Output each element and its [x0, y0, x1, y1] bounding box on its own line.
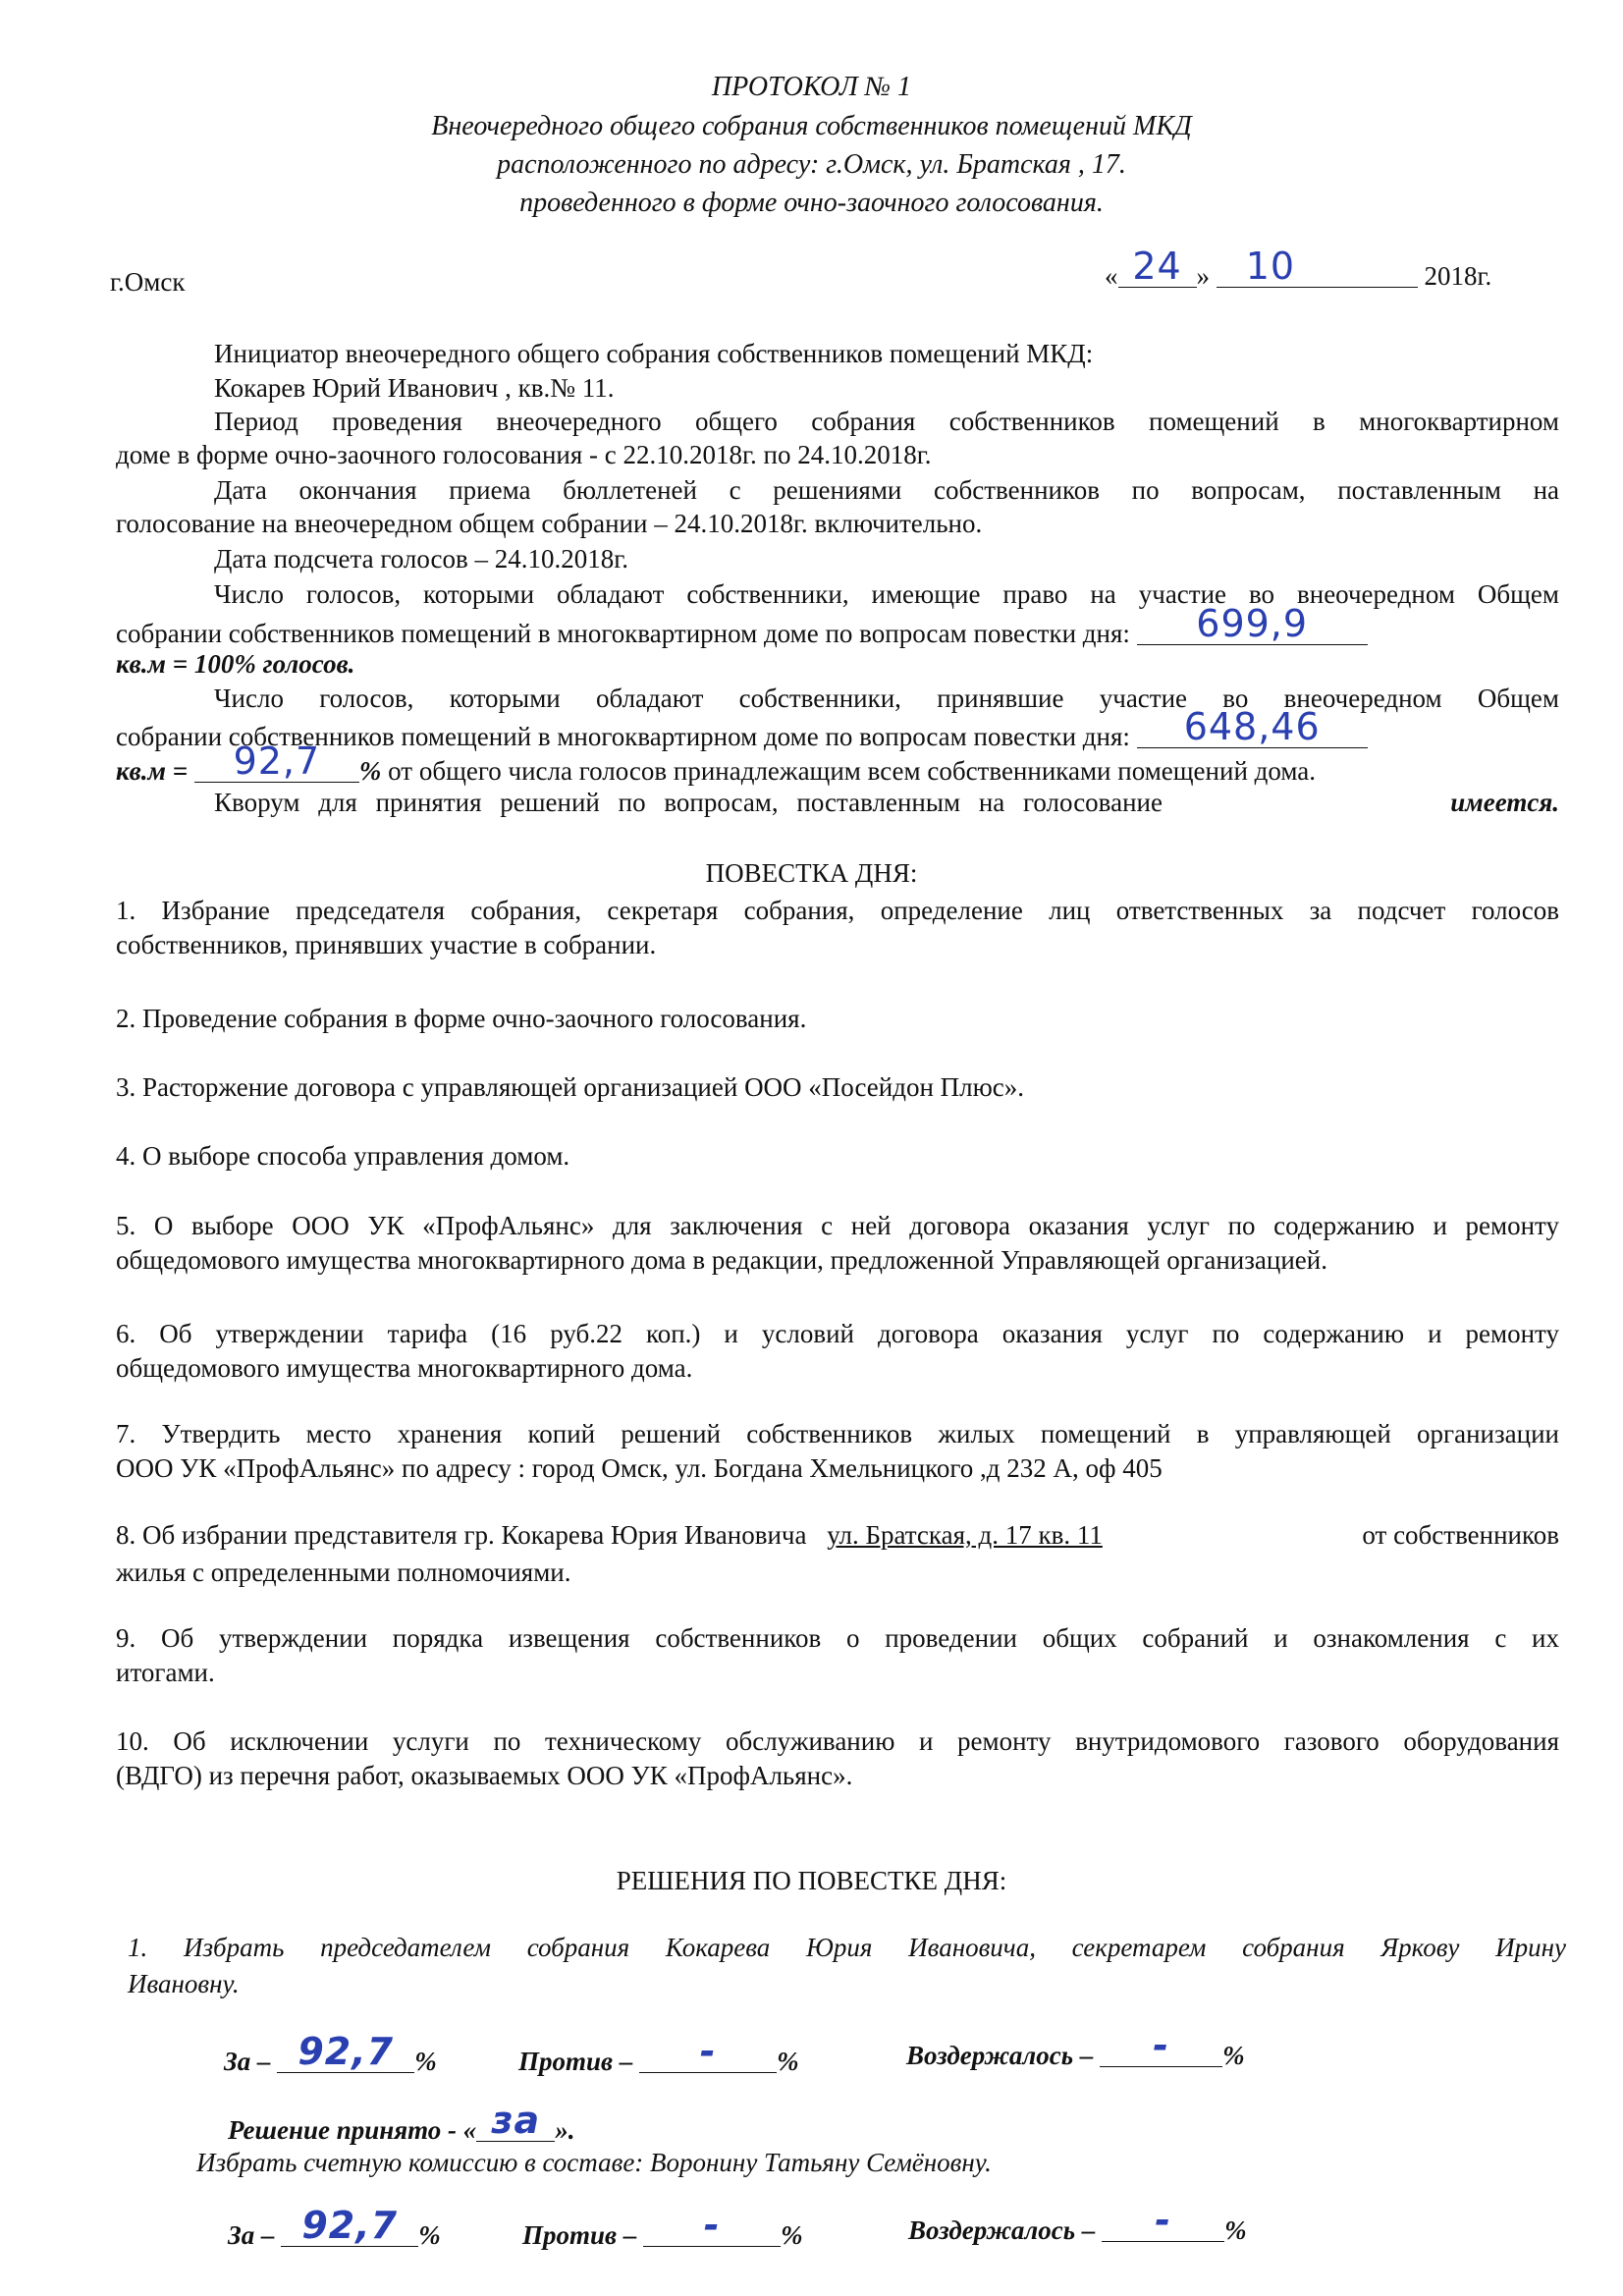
period-line-2: доме в форме очно-заочного голосования - с 22.10.2018г. по 24.10.2018г.: [116, 440, 932, 469]
place: г.Омск: [110, 267, 186, 297]
agenda-item-1-line-2: собственников, принявших участие в собрании.: [116, 930, 657, 959]
votes-right-line-3: кв.м = 100% голосов.: [116, 649, 355, 679]
decision-accepted: Решение принято - « за ».: [228, 2099, 575, 2145]
date-month: 10: [1245, 245, 1296, 288]
counting-commission: Избрать счетную комиссию в составе: Воронину Татьяну Семёновну.: [196, 2148, 992, 2177]
agenda-item-1-line-1: 1. Избрание председателя собрания, секретаря собрания, определение лиц ответственных за подсчет голосов: [116, 896, 1559, 925]
agenda-item-8-line-2: жилья с определенными полномочиями.: [116, 1558, 571, 1587]
vote-2-against: Против – - %: [522, 2204, 803, 2250]
end-date-line-1: Дата окончания приема бюллетеней с решениями собственников по вопросам, поставленным на: [214, 475, 1559, 505]
agenda-item-7-line-2: ООО УК «ПрофАльянс» по адресу : город Омск, ул. Богдана Хмельницкого ,д 232 А, оф 405: [116, 1453, 1163, 1483]
count-date: Дата подсчета голосов – 24.10.2018г.: [214, 544, 629, 574]
agenda-item-10-line-2: (ВДГО) из перечня работ, оказываемых ООО УК «ПрофАльянс».: [116, 1761, 853, 1790]
end-date-line-2: голосование на внеочередном общем собрании – 24.10.2018г. включительно.: [116, 509, 983, 538]
vote-1-against-value: -: [699, 2030, 717, 2073]
protocol-form: проведенного в форме очно-заочного голосования.: [519, 188, 1104, 218]
agenda-heading: ПОВЕСТКА ДНЯ:: [705, 858, 918, 888]
initiator-label: Инициатор внеочередного общего собрания собственников помещений МКД:: [214, 339, 1094, 368]
agenda-item-5-line-2: общедомового имущества многоквартирного дома в редакции, предложенной Управляющей организацией.: [116, 1245, 1327, 1275]
agenda-item-8-line-1: 8. Об избрании представителя гр. Кокарева Юрия Ивановича ул. Братская, д. 17 кв. 11 от собственников: [116, 1520, 1559, 1550]
protocol-address: расположенного по адресу: г.Омск, ул. Братская , 17.: [497, 149, 1126, 180]
protocol-title: ПРОТОКОЛ № 1: [711, 72, 912, 102]
vote-1-for: За – 92,7 %: [224, 2030, 437, 2076]
vote-1-against: Против – - %: [518, 2030, 799, 2076]
protocol-subtitle: Внеочередного общего собрания собственников помещений МКД: [431, 111, 1192, 141]
agenda-item-9-line-1: 9. Об утверждении порядка извещения собственников о проведении общих собраний и ознакомления с их: [116, 1623, 1559, 1653]
vote-2-abstain: Воздержалось – - %: [908, 2199, 1247, 2245]
agenda-item-4: 4. О выборе способа управления домом.: [116, 1141, 570, 1171]
vote-1-for-value: 92,7: [298, 2030, 395, 2073]
agenda-item-7-line-1: 7. Утвердить место хранения копий решений собственников жилых помещений в управляющей организации: [116, 1419, 1559, 1449]
period-line-1: Период проведения внеочередного общего собрания собственников помещений в многоквартирном: [214, 407, 1559, 436]
vote-1-abstain: Воздержалось – - %: [906, 2024, 1245, 2070]
date-day: 24: [1132, 245, 1182, 288]
vote-2-for: За – 92,7 %: [228, 2204, 441, 2250]
decision-accepted-value: за: [491, 2099, 541, 2142]
votes-right-line-1: Число голосов, которыми обладают собственники, имеющие право на участие во внеочередном Общем: [214, 579, 1559, 609]
vote-2-abstain-value: -: [1155, 2199, 1171, 2242]
vote-1-abstain-value: -: [1153, 2024, 1169, 2067]
votes-right-line-2: собрании собственников помещений в многоквартирном доме по вопросам повестки дня: 699,9: [116, 615, 1368, 649]
decisions-heading: РЕШЕНИЯ ПО ПОВЕСТКЕ ДНЯ:: [616, 1866, 1007, 1895]
agenda-item-2: 2. Проведение собрания в форме очно-заочного голосования.: [116, 1004, 807, 1033]
date-line: « 24 » 10 2018г.: [1105, 245, 1492, 291]
quorum-line: Кворум для принятия решений по вопросам, поставленным на голосование имеется.: [214, 788, 1559, 817]
agenda-item-3: 3. Расторжение договора с управляющей организацией ООО «Посейдон Плюс».: [116, 1072, 1025, 1102]
agenda-item-9-line-2: итогами.: [116, 1658, 215, 1687]
agenda-item-6-line-1: 6. Об утверждении тарифа (16 руб.22 коп.) и условий договора оказания услуг по содержанию и ремонту: [116, 1319, 1559, 1348]
vote-2-for-value: 92,7: [301, 2204, 399, 2247]
agenda-item-5-line-1: 5. О выборе ООО УК «ПрофАльянс» для заключения с ней договора оказания услуг по содержанию и ремонту: [116, 1211, 1559, 1240]
votes-part-percent: 92,7: [233, 739, 321, 783]
votes-right-value: 699,9: [1196, 602, 1309, 645]
agenda-item-6-line-2: общедомового имущества многоквартирного дома.: [116, 1353, 693, 1383]
votes-part-line-1: Число голосов, которыми обладают собственники, принявшие участие во внеочередном Общем: [214, 683, 1559, 713]
initiator-name: Кокарев Юрий Иванович , кв.№ 11.: [214, 373, 615, 403]
votes-part-value: 648,46: [1183, 705, 1321, 748]
decision-1-line-2: Ивановну.: [128, 1969, 240, 1998]
agenda-item-10-line-1: 10. Об исключении услуги по техническому обслуживанию и ремонту внутридомового газового оборудования: [116, 1726, 1559, 1756]
decision-1-line-1: 1. Избрать председателем собрания Кокарева Юрия Ивановича, секретарем собрания Яркову Ирину: [128, 1933, 1566, 1962]
vote-2-against-value: -: [703, 2204, 721, 2247]
votes-part-line-3: кв.м = 92,7 % от общего числа голосов принадлежащим всем собственниками помещений дома.: [116, 739, 1316, 786]
votes-part-line-2: собрании собственников помещений в многоквартирном доме по вопросам повестки дня: 648,46: [116, 718, 1368, 752]
